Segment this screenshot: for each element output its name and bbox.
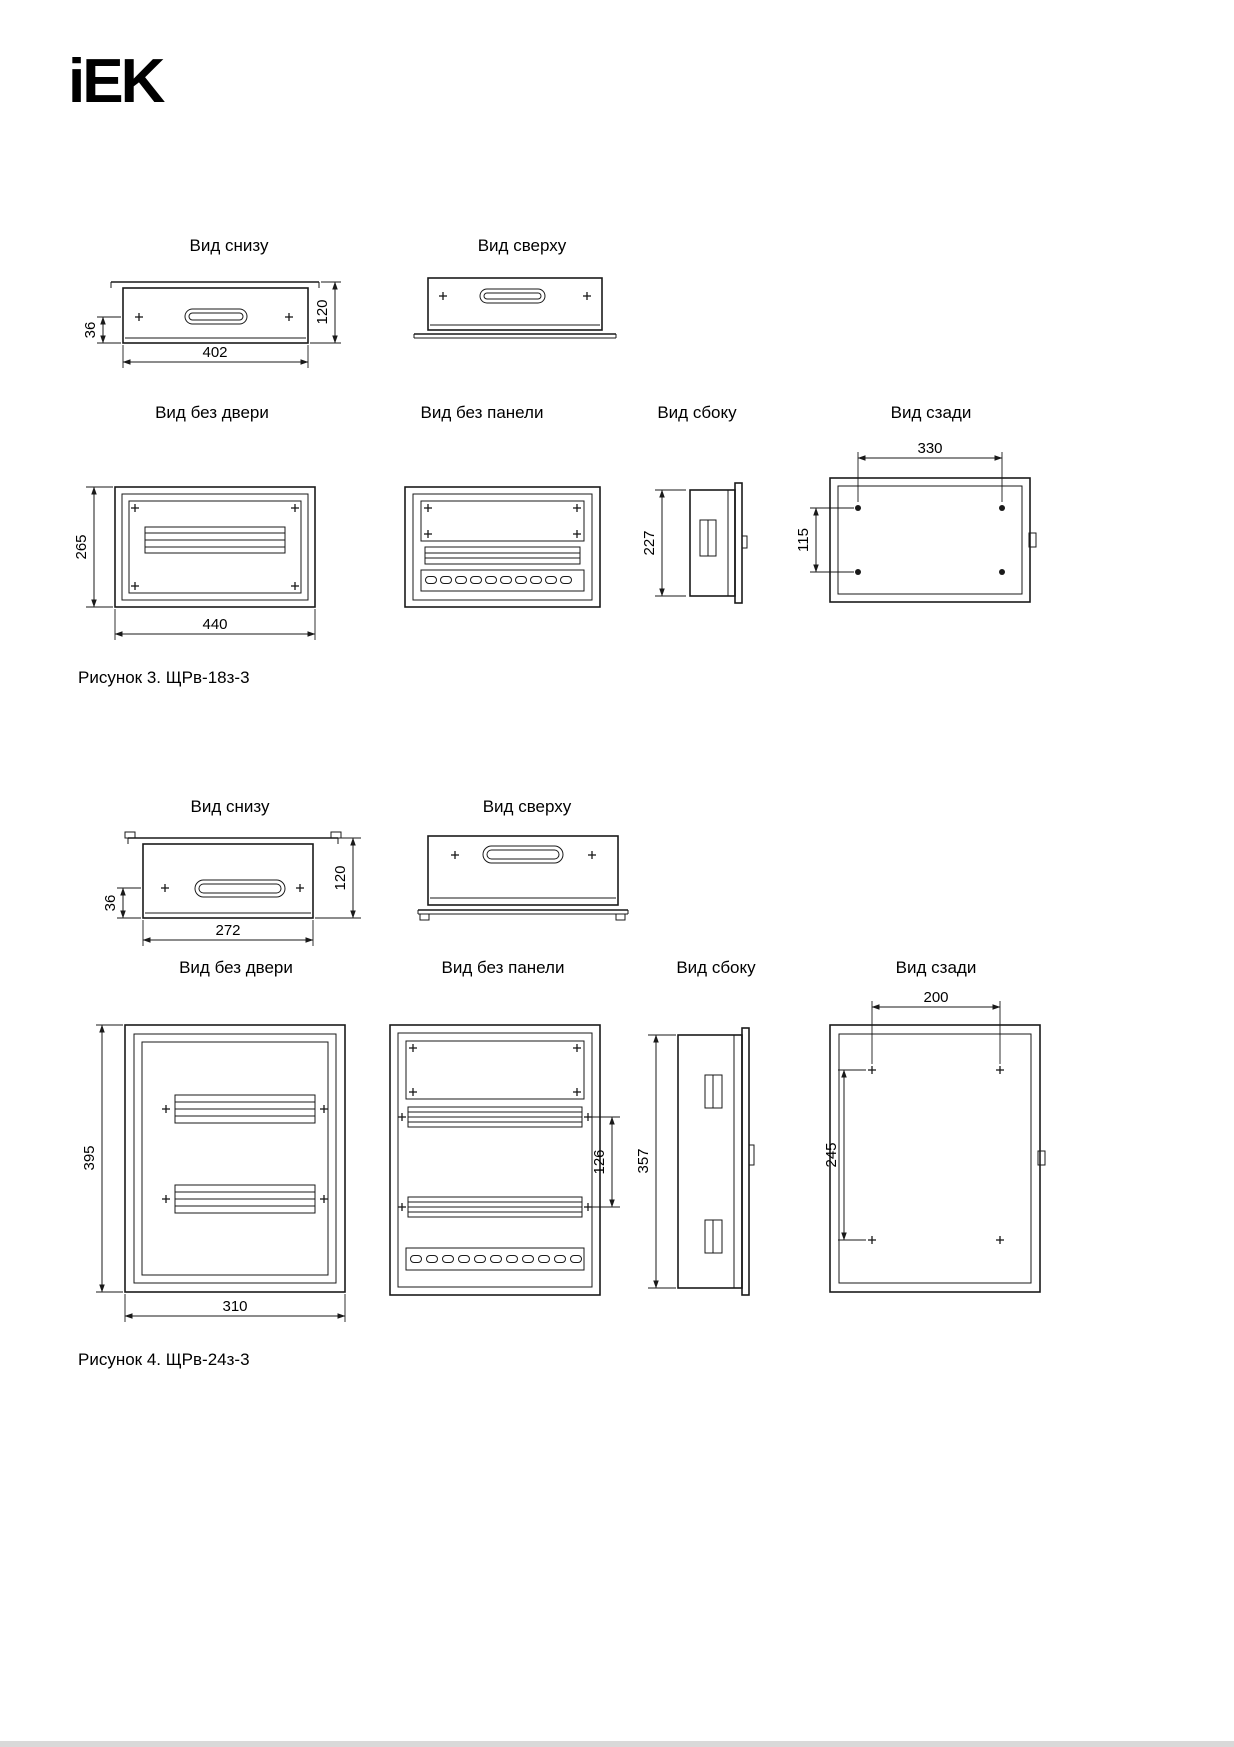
mounting-hole (999, 505, 1005, 511)
fig4-dim-395 (81, 1025, 123, 1292)
latch (1038, 1151, 1045, 1165)
fig4-title-top-view: Вид сверху (482, 797, 572, 816)
fig3-no-door-drawing (60, 470, 345, 655)
dim-label-115: 115 (795, 528, 812, 552)
vent-hole (427, 1256, 438, 1263)
screw-icon (451, 851, 459, 859)
vent-hole (456, 577, 467, 584)
fig3-dim-330 (858, 440, 1002, 502)
fig4-no-panel-drawing (380, 1010, 645, 1325)
screw-icon (573, 530, 581, 538)
dim-label-200: 200 (923, 989, 949, 1006)
screw-icon (291, 582, 299, 590)
vent-hole (426, 577, 437, 584)
fig4-dim-357 (635, 1035, 676, 1288)
vent-hole (411, 1256, 422, 1263)
dim-label-310: 310 (222, 1298, 248, 1315)
fig4-title-rear-view: Вид сзади (895, 958, 977, 977)
dim-label-440: 440 (202, 616, 228, 633)
fig3-bottom-outline (111, 282, 319, 343)
dim-label-227: 227 (641, 530, 658, 556)
dim-label-402: 402 (202, 344, 228, 361)
fig4-top-view-drawing (410, 820, 650, 932)
screw-icon (868, 1236, 876, 1244)
screw-icon (285, 313, 293, 321)
fig3-title-top-view: Вид сверху (477, 236, 567, 255)
vent-hole (491, 1256, 502, 1263)
fig3-no-door-outline (115, 487, 315, 607)
page-bottom-edge (0, 1741, 1234, 1747)
screw-icon (320, 1195, 328, 1203)
fig4-bottom-outline (125, 832, 341, 918)
dim-label-36: 36 (82, 321, 99, 339)
vent-hole (475, 1256, 486, 1263)
screw-icon (409, 1044, 417, 1052)
vent-hole (501, 577, 512, 584)
screw-icon (424, 530, 432, 538)
vent-hole (486, 577, 497, 584)
screw-icon (135, 313, 143, 321)
fig4-dim-126 (584, 1117, 620, 1207)
fig4-title-no-door-view: Вид без двери (179, 958, 293, 977)
fig4-no-door-drawing (70, 1010, 370, 1340)
screw-icon (996, 1066, 1004, 1074)
screw-icon (398, 1113, 406, 1121)
screw-icon (573, 1044, 581, 1052)
screw-icon (131, 504, 139, 512)
fig4-dim-310 (125, 1294, 345, 1322)
fig3-rear-outline (830, 478, 1036, 602)
screw-icon (996, 1236, 1004, 1244)
vent-hole (523, 1256, 534, 1263)
vent-hole (555, 1256, 566, 1263)
fig3-title-no-door-view: Вид без двери (155, 403, 269, 422)
fig3-side-view-drawing (640, 468, 760, 638)
screw-icon (131, 582, 139, 590)
vent-hole (546, 577, 557, 584)
screw-icon (162, 1105, 170, 1113)
screw-icon (291, 504, 299, 512)
fig4-caption: Рисунок 4. ЩРв-24з-3 (78, 1350, 250, 1369)
fig3-title-no-panel-view: Вид без панели (420, 403, 544, 422)
fig3-dim-36 (82, 317, 121, 343)
fig4-side-outline (678, 1028, 754, 1295)
fig4-dim-120 (315, 838, 361, 918)
vent-hole (441, 577, 452, 584)
dim-label-265: 265 (73, 534, 90, 560)
mounting-hole (855, 569, 861, 575)
screw-icon (439, 292, 447, 300)
fig4-title-no-panel-view: Вид без панели (441, 958, 565, 977)
vent-hole (459, 1256, 470, 1263)
fig4-side-view-drawing (630, 1015, 770, 1320)
fig3-side-outline (690, 483, 747, 603)
dim-label-120: 120 (314, 299, 331, 325)
dim-label-245: 245 (823, 1142, 840, 1168)
mounting-hole (855, 505, 861, 511)
fig4-rear-outline (830, 1025, 1045, 1292)
vent-hole (507, 1256, 518, 1263)
fig3-dim-115 (795, 508, 854, 572)
iek-logo: iEK (68, 47, 163, 116)
fig3-no-panel-outline (405, 487, 600, 607)
screw-icon (573, 1088, 581, 1096)
fig3-bottom-view-drawing (75, 268, 355, 383)
screw-icon (162, 1195, 170, 1203)
fig3-title-rear-view: Вид сзади (890, 403, 972, 422)
vent-hole (516, 577, 527, 584)
screw-icon (424, 504, 432, 512)
fig3-no-panel-drawing (395, 470, 610, 615)
dim-label-357: 357 (635, 1148, 652, 1174)
fig3-dim-402 (123, 344, 308, 368)
fig4-rear-view-drawing (780, 985, 1080, 1315)
screw-icon (320, 1105, 328, 1113)
fig4-no-panel-outline (390, 1025, 600, 1295)
fig3-dim-120 (310, 282, 341, 343)
vent-hole (443, 1256, 454, 1263)
dim-label-272: 272 (215, 922, 241, 939)
fig4-no-door-outline (125, 1025, 345, 1292)
fig4-bottom-view-drawing (95, 818, 385, 953)
fig4-top-outline (418, 836, 628, 920)
fig3-top-view-drawing (400, 265, 635, 360)
vent-hole (531, 577, 542, 584)
dim-label-126: 126 (591, 1149, 608, 1175)
fig3-title-side-view: Вид сбоку (657, 403, 737, 422)
fig3-top-outline (414, 278, 616, 338)
screw-icon (161, 884, 169, 892)
vent-hole (561, 577, 572, 584)
screw-icon (588, 851, 596, 859)
screw-icon (409, 1088, 417, 1096)
fig4-dim-36 (102, 888, 141, 918)
screw-icon (296, 884, 304, 892)
vent-hole (539, 1256, 550, 1263)
fig4-title-side-view: Вид сбоку (676, 958, 756, 977)
fig4-dim-200 (872, 989, 1000, 1064)
dim-label-120: 120 (332, 865, 349, 891)
screw-icon (398, 1203, 406, 1211)
fig3-dim-440 (115, 609, 315, 640)
screw-icon (583, 292, 591, 300)
fig4-title-bottom-view: Вид снизу (190, 797, 270, 816)
mounting-hole (999, 569, 1005, 575)
fig3-rear-view-drawing (770, 432, 1070, 622)
fig3-dim-265 (73, 487, 113, 607)
fig3-caption: Рисунок 3. ЩРв-18з-3 (78, 668, 250, 687)
vent-hole (571, 1256, 582, 1263)
vent-hole (471, 577, 482, 584)
dim-label-36: 36 (102, 894, 119, 912)
screw-icon (573, 504, 581, 512)
dim-label-330: 330 (917, 440, 943, 457)
fig4-dim-272 (143, 920, 313, 946)
dim-label-395: 395 (81, 1145, 98, 1171)
screw-icon (868, 1066, 876, 1074)
fig3-title-bottom-view: Вид снизу (189, 236, 269, 255)
fig3-dim-227 (641, 490, 686, 596)
